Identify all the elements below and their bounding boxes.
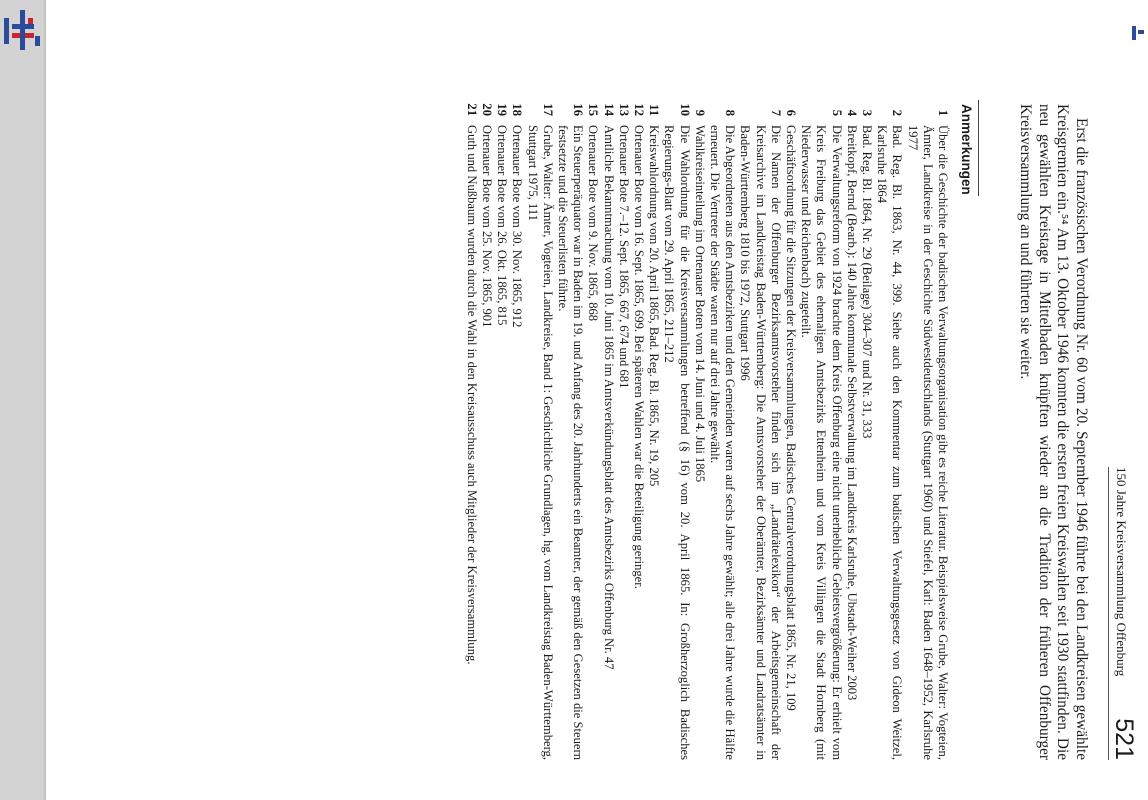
- footnote-text: Bad. Reg. Bl. 1863, Nr. 44, 399. Siehe auch den Kommentar zum badischen Verwaltungsgesetz von Gideon Weitzel, Karlsruhe 1864: [875, 125, 905, 760]
- footnote-item: [494, 100, 509, 760]
- viewer-sidebar: [0, 0, 44, 800]
- page-header: [1108, 467, 1145, 760]
- footnote-item: [661, 100, 691, 760]
- footnote-number: 10: [677, 103, 692, 116]
- footnote-item: [874, 100, 904, 760]
- footnote-number: 8: [723, 109, 738, 116]
- footnote-number: 16: [571, 103, 586, 116]
- footnote-text: Guth und Nußbaum wurden durch die Wahl in den Kreisausschuss auch Mitglieder der Kreisversammlung.: [464, 125, 479, 665]
- footnote-text: Die Wahlordnung für die Kreisversammlungen betreffend (§ 16) vom 20. April 1865. In: Großherzoglich Badisches Regierungs-Blatt vom 29. April 1865, 211–212: [662, 125, 692, 760]
- page-number: 521: [1110, 718, 1138, 760]
- footnote-text: Grube, Walter: Ämter, Vogteien, Landkreise, Band 1: Geschichtliche Grundlagen, hg. vom Landkreistag Baden-Württemberg, Stuttgart 1975, 111: [525, 125, 555, 760]
- footnote-item: [904, 100, 950, 760]
- footnote-number: 19: [495, 103, 510, 116]
- footnote-number: 1: [936, 109, 950, 116]
- footnote-text: Ortenauer Bote vom 9. Nov. 1865, 868: [586, 125, 601, 322]
- university-library-logo-icon[interactable]: [4, 6, 42, 54]
- footnote-number: 2: [890, 109, 905, 116]
- footnote-text: Wahlkreiseinteilung im Ortenauer Boten vom 14. Juni und 4. Juli 1865: [692, 125, 707, 483]
- footnote-text: Die Namen der Offenburger Bezirksamtsvorsteher finden sich im „Landrätelexikon“ der Arbeitsgemeinschaft der Kreisarchive im Landkreistag Baden-Württemberg: Die Amtsvorsteher der Oberämter, Bezirksämter und Landratsämter in Baden-Württemberg 1810 bis 1972, Stuttgart 1996: [738, 125, 783, 760]
- notes-heading: Anmerkungen: [959, 104, 974, 195]
- footnote-number: 11: [647, 104, 662, 116]
- running-title: 150 Jahre Kreisversammlung Offenburg: [1114, 467, 1129, 677]
- footnote-item: [844, 100, 859, 760]
- footnote-item: [509, 100, 524, 760]
- body-text: [1016, 104, 1090, 760]
- footnote-number: 17: [540, 103, 555, 116]
- footnote-item: [524, 100, 554, 760]
- footnote-number: 15: [586, 103, 601, 116]
- footnote-item: [631, 100, 646, 760]
- footnote-number: 5: [829, 109, 844, 116]
- notes-list: [464, 100, 951, 760]
- notes-divider: [978, 100, 979, 196]
- footnote-text: Ortenauer Bote vom 26. Okt. 1865, 815: [495, 125, 510, 326]
- footnote-item: [737, 100, 783, 760]
- footnote-number: 3: [859, 109, 874, 116]
- footnote-text: Amtliche Bekanntmachung vom 10. Juni 1865 im Amtsverkündungsblatt des Amtsbezirks Offenburg Nr. 47: [601, 125, 616, 670]
- footnote-text: Ortenauer Bote 7.–12. Sept. 1865, 667, 674 und 681: [616, 125, 631, 389]
- footnote-text: Geschäftsordnung für die Sitzungen der Kreisversammlungen, Badisches Centralverordnungsblatt 1865, Nr. 21, 109: [783, 125, 798, 711]
- footnote-text: Ortenauer Bote vom 25. Nov. 1865, 901: [479, 125, 494, 328]
- footnote-text: Die Abgeordneten aus den Amtsbezirken und den Gemeinden waren auf sechs Jahre gewählt; alle drei Jahre wurde die Hälfte erneuert. Die Vertreter der Städte waren nur auf drei Jahre gewählt.: [707, 125, 738, 760]
- footnote-item: [479, 100, 494, 760]
- body-paragraph: Erst die französischen Verordnung Nr. 60 vom 20. September 1946 führte bei den Landkreisen gewählte Kreisgremien ein.⁵⁴ Am 13. Oktober 1946 konnten die ersten freien Kreiswahlen seit 1930 stattfinden. Die neu gewählten Kreistage in Mittelbaden knüpften wieder an die Tradition der früheren Offenburger Kreisversammlung an und führten sie weiter.: [1017, 104, 1090, 760]
- footnote-item: [616, 100, 631, 760]
- footnote-number: 7: [768, 109, 783, 116]
- footnote-item: [600, 100, 615, 760]
- footnote-item: [798, 100, 844, 760]
- footnote-item: [585, 100, 600, 760]
- footnote-number: 4: [844, 109, 859, 116]
- footnote-number: 6: [783, 109, 798, 116]
- footnote-number: 9: [692, 109, 707, 116]
- footnote-text: Über die Geschichte der badischen Verwaltungsorganisation gibt es reiche Literatur. Beispielsweise Grube, Walter: Vogteien, Ämter, Landkreise in der Geschichte Südwestdeutschlands (Stuttgart 1960) und Stiefel, Karl: Baden 1648–1952, Karlsruhe 1977: [905, 125, 950, 760]
- footnote-number: 20: [479, 103, 494, 116]
- footnote-item: [692, 100, 707, 760]
- scanned-page: [44, 0, 1148, 800]
- footnote-text: Die Verwaltungsreform von 1924 brachte dem Kreis Offenburg eine nicht unerhebliche Gebietsvergrößerung: Er erhielt vom Kreis Freiburg das Gebiet des ehemaligen Amtsbezirks Ettenheim und vom Kreis Villingen die Stadt Hornberg (mit Niederwasser und Reichenbach) zugeteilt.: [799, 125, 844, 760]
- footnote-number: 18: [510, 103, 525, 116]
- footnote-text: Breitkopf, Bernd (Bearb.): 140 Jahre kommunale Selbstverwaltung im Landkreis Karlsruhe, Ubstadt-Weiher 2003: [844, 125, 859, 701]
- footnote-text: Ein Steuerperäquator war in Baden im 19. und Anfang des 20. Jahrhunderts ein Beamter, der gemäß den Gesetzen die Steuern festsetzte und die Steuerlisten führte.: [555, 125, 586, 760]
- footnote-number: 12: [631, 103, 646, 116]
- footnote-item: [859, 100, 874, 760]
- footnote-number: 13: [616, 103, 631, 116]
- footnote-number: 14: [601, 103, 616, 116]
- footnote-item: [646, 100, 661, 760]
- footnote-number: 21: [464, 103, 479, 116]
- footnote-item: [464, 100, 479, 760]
- footnote-text: Ortenauer Bote vom 16. Sept. 1865, 699. Bei späteren Wahlen war die Beteiligung geringer.: [631, 125, 646, 589]
- footnote-item: [707, 100, 737, 760]
- footnote-text: Ortenauer Bote vom 30. Nov. 1865, 912: [510, 125, 525, 328]
- footnote-text: Bad. Reg. Bl. 1864, Nr. 29 (Beilage) 304–307 und Nr. 31, 333: [859, 125, 874, 439]
- footnote-item: [555, 100, 585, 760]
- footnote-item: [783, 100, 798, 760]
- footnote-text: Kreiswahlordnung vom 20. April 1865, Bad. Reg. Bl. 1865, Nr. 19, 205: [647, 125, 662, 487]
